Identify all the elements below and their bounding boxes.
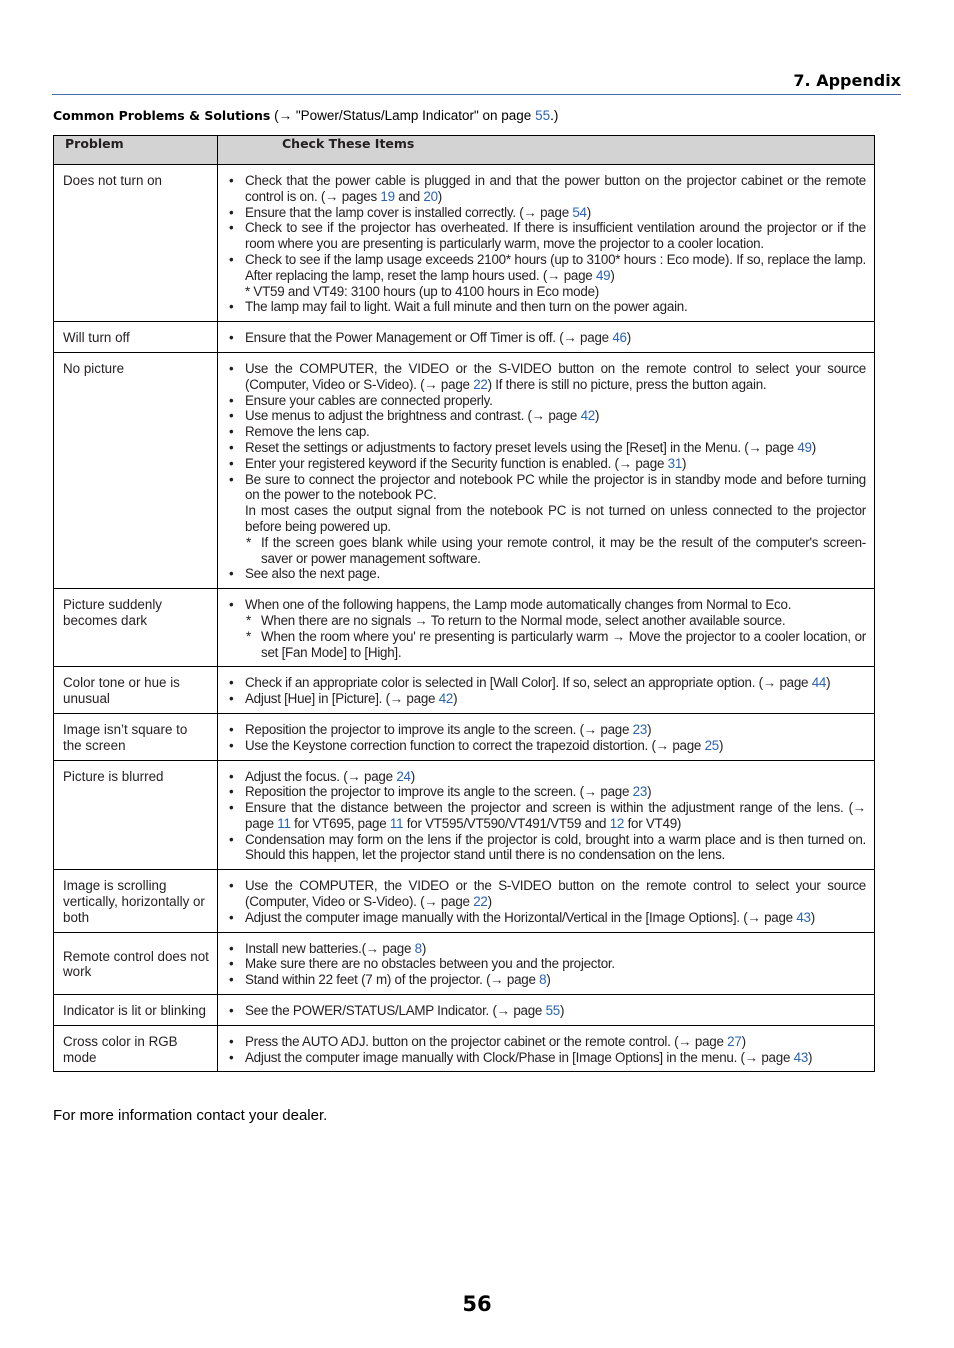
section-heading <box>53 108 558 123</box>
item-text: ) <box>808 1049 813 1065</box>
check-item <box>227 361 866 393</box>
check-items-cell <box>218 932 875 994</box>
check-items-cell <box>218 352 875 588</box>
item-text: Be sure to connect the projector and notebook PC while the projector is in standby mode and before turning on the power to the notebook PC. <box>245 471 866 503</box>
item-text: * VT59 and VT49: 3100 hours (up to 4100 hours in Eco mode) <box>245 283 599 299</box>
item-text: Condensation may form on the lens if the projector is cold, brought into a warm place and is then turned on. Should this happen, let the projector stand until there is no condensation on the lens. <box>245 831 866 863</box>
item-text: Ensure that the distance between the projector and screen is within the adjustment range of the lens. (→ page <box>245 800 866 831</box>
page-link[interactable]: 46 <box>612 330 627 346</box>
check-items-list <box>227 597 866 660</box>
check-items-list <box>227 361 866 582</box>
check-item <box>227 299 866 315</box>
check-item <box>227 173 866 205</box>
column-header-check-items: Check These Items <box>218 136 875 165</box>
item-text: If the screen goes blank while using your remote control, it may be the result of the computer's screen-saver or power management software. <box>261 534 866 566</box>
problem-cell: Image is scrolling vertically, horizontally or both <box>54 870 218 932</box>
item-text: Ensure that the lamp cover is installed correctly. (→ page <box>245 204 573 220</box>
check-item <box>227 675 866 691</box>
page-link[interactable]: 27 <box>727 1033 742 1049</box>
page-link[interactable]: 49 <box>797 439 812 455</box>
item-text: Check if an appropriate color is selected in [Wall Color]. If so, select an appropriate option. (→ page <box>245 675 812 691</box>
item-text: Install new batteries.(→ page <box>245 940 415 956</box>
item-text: In most cases the output signal from the notebook PC is not turned on unless connected to the projector before being powered up. <box>245 503 866 534</box>
item-text: ) <box>487 894 492 910</box>
check-items-cell <box>218 870 875 932</box>
item-text: Reposition the projector to improve its angle to the screen. (→ page <box>245 784 633 800</box>
item-text: See the POWER/STATUS/LAMP Indicator. (→ page <box>245 1003 546 1019</box>
item-text: Use the COMPUTER, the VIDEO or the S-VIDEO button on the remote control to select your source (Computer, Video or S-Video). (→ page <box>245 360 866 392</box>
item-text: Check that the power cable is plugged in and that the power button on the projector cabinet or the remote control is on. (→ pages <box>245 173 866 204</box>
table-row <box>54 932 875 994</box>
page-link[interactable]: 42 <box>438 691 454 707</box>
check-item <box>227 878 866 910</box>
item-text: ) <box>810 909 815 925</box>
footnote-asterisk: * <box>246 612 251 628</box>
table-row <box>54 589 875 667</box>
page-number: 56 <box>462 1292 492 1316</box>
check-item <box>227 408 866 424</box>
check-item <box>227 613 866 629</box>
check-items-cell <box>218 322 875 353</box>
item-text: ) <box>410 768 415 784</box>
check-items-list <box>227 1034 866 1066</box>
page-link[interactable]: 22 <box>473 894 488 910</box>
item-text: Use the COMPUTER, the VIDEO or the S-VIDEO button on the remote control to select your source (Computer, Video or S-Video). (→ page <box>245 878 866 910</box>
table-row <box>54 667 875 714</box>
item-text: ) <box>647 721 652 737</box>
item-text: ) <box>421 940 427 956</box>
check-item <box>227 566 866 582</box>
check-item <box>227 205 866 221</box>
item-text: ) <box>610 267 615 283</box>
item-text: Ensure your cables are connected properly. <box>245 392 493 408</box>
check-items-list <box>227 173 866 315</box>
item-text: Use the Keystone correction function to correct the trapezoid distortion. (→ page <box>245 737 705 753</box>
item-text: Enter your registered keyword if the Security function is enabled. (→ page <box>245 455 668 471</box>
table-row <box>54 760 875 870</box>
check-items-cell <box>218 995 875 1026</box>
page-link[interactable]: 8 <box>539 972 547 988</box>
page-link[interactable]: 11 <box>277 815 291 831</box>
item-text: When the room where you' re presenting is particularly warm → Move the projector to a cooler location, or set [Fan Mode] to [High]. <box>261 628 866 660</box>
item-text: ) <box>811 439 816 455</box>
check-items-list <box>227 722 866 754</box>
check-item <box>227 535 866 567</box>
page-link[interactable]: 19 <box>380 188 395 204</box>
check-items-cell <box>218 760 875 870</box>
check-item <box>227 440 866 456</box>
table-row <box>54 995 875 1026</box>
page-link[interactable]: 54 <box>572 204 587 220</box>
problem-cell: Color tone or hue is unusual <box>54 667 218 714</box>
column-header-problem: Problem <box>54 136 218 165</box>
item-text: ) <box>586 204 591 220</box>
section-ref-suffix: .) <box>550 108 559 123</box>
check-item <box>227 1050 866 1066</box>
table-row <box>54 322 875 353</box>
item-text: ) <box>437 188 442 204</box>
item-text: ) <box>453 691 458 707</box>
problem-cell: Indicator is lit or blinking <box>54 995 218 1026</box>
item-text: for VT595/VT590/VT491/VT59 and <box>403 815 610 831</box>
check-items-list <box>227 878 866 925</box>
check-items-cell <box>218 713 875 760</box>
table-body <box>54 165 875 1072</box>
check-item <box>227 910 866 926</box>
page-link[interactable]: 23 <box>632 721 648 737</box>
item-text: Reset the settings or adjustments to factory preset levels using the [Reset] in the Menu. (→ page <box>245 439 798 455</box>
check-item <box>227 220 866 252</box>
page-link[interactable]: 42 <box>580 408 595 424</box>
check-item <box>227 252 866 284</box>
item-text: Press the AUTO ADJ. button on the projector cabinet or the remote control. (→ page <box>245 1033 728 1049</box>
item-text: See also the next page. <box>245 566 380 582</box>
check-item <box>227 784 866 800</box>
problem-cell: Will turn off <box>54 322 218 353</box>
check-item <box>227 472 866 504</box>
problem-cell: Remote control does not work <box>54 932 218 994</box>
page-link[interactable]: 49 <box>595 267 611 283</box>
check-item <box>227 1034 866 1050</box>
problem-cell: No picture <box>54 352 218 588</box>
item-text: When there are no signals → To return to the Normal mode, select another available source. <box>261 612 786 628</box>
check-item <box>227 1003 866 1019</box>
item-text: ) <box>719 737 724 753</box>
item-text: ) <box>546 972 551 988</box>
table-row <box>54 352 875 588</box>
page-link[interactable]: 20 <box>423 188 438 204</box>
check-item <box>227 330 866 346</box>
page-link[interactable]: 12 <box>609 815 625 831</box>
check-item <box>227 393 866 409</box>
item-text: and <box>394 188 424 204</box>
problem-cell: Picture suddenly becomes dark <box>54 589 218 667</box>
item-text: Ensure that the Power Management or Off Timer is off. (→ page <box>245 330 613 346</box>
table-header-row <box>54 136 875 165</box>
item-text: Adjust the focus. (→ page <box>245 768 397 784</box>
header-divider <box>52 94 901 95</box>
page-link[interactable]: 8 <box>414 940 422 956</box>
page-link[interactable]: 22 <box>473 376 488 392</box>
footer-note: For more information contact your dealer. <box>53 1107 328 1124</box>
check-items-list <box>227 769 866 864</box>
item-text: ) <box>647 784 652 800</box>
problem-cell: Image isn’t square to the screen <box>54 713 218 760</box>
check-item <box>227 597 866 613</box>
check-item <box>227 800 866 832</box>
item-text: Remove the lens cap. <box>245 424 370 440</box>
check-item <box>227 941 866 957</box>
page-link[interactable]: 43 <box>793 1049 809 1065</box>
item-text: Adjust [Hue] in [Picture]. (→ page <box>245 691 439 707</box>
table-row <box>54 1025 875 1072</box>
item-text: for VT49) <box>624 815 682 831</box>
check-items-list <box>227 1003 866 1019</box>
page-link[interactable]: 25 <box>704 737 719 753</box>
check-items-cell <box>218 667 875 714</box>
item-text: ) <box>741 1033 746 1049</box>
check-items-cell <box>218 1025 875 1072</box>
page-link[interactable]: 44 <box>811 675 827 691</box>
table-row <box>54 165 875 322</box>
item-text: Use menus to adjust the brightness and contrast. (→ page <box>245 408 581 424</box>
section-ref-page-link[interactable]: 55 <box>535 108 551 123</box>
item-text: Adjust the computer image manually with the Horizontal/Vertical in the [Image Options]. (→ page <box>245 909 797 925</box>
check-item <box>227 738 866 754</box>
check-items-cell <box>218 165 875 322</box>
check-item <box>227 284 866 300</box>
item-text: The lamp may fail to light. Wait a full minute and then turn on the power again. <box>245 299 688 315</box>
item-text: Reposition the projector to improve its angle to the screen. (→ page <box>245 721 633 737</box>
item-text: Adjust the computer image manually with Clock/Phase in [Image Options] in the menu. (→ page <box>245 1049 794 1065</box>
footnote-asterisk: * <box>246 628 251 644</box>
table-row <box>54 870 875 932</box>
problem-cell: Cross color in RGB mode <box>54 1025 218 1072</box>
chapter-title: 7. Appendix <box>793 71 901 90</box>
page-link[interactable]: 55 <box>545 1003 560 1019</box>
check-item <box>227 503 866 535</box>
section-ref-prefix: (→ "Power/Status/Lamp Indicator" on page <box>274 108 536 123</box>
item-text: ) <box>626 330 631 346</box>
footnote-asterisk: * <box>246 534 251 550</box>
item-text: ) <box>682 455 687 471</box>
item-text: Stand within 22 feet (7 m) of the projector. (→ page <box>245 972 540 988</box>
item-text: Make sure there are no obstacles between you and the projector. <box>245 956 615 972</box>
item-text: ) <box>595 408 600 424</box>
check-items-list <box>227 675 866 707</box>
check-item <box>227 456 866 472</box>
check-item <box>227 424 866 440</box>
item-text: for VT695, page <box>290 815 390 831</box>
check-item <box>227 722 866 738</box>
check-items-list <box>227 330 866 346</box>
check-item <box>227 832 866 864</box>
check-item <box>227 629 866 661</box>
item-text: ) If there is still no picture, press the button again. <box>487 376 767 392</box>
item-text: When one of the following happens, the Lamp mode automatically changes from Normal to Eco. <box>245 597 792 613</box>
problems-table <box>53 135 875 1072</box>
table-row <box>54 713 875 760</box>
page-link[interactable]: 23 <box>632 784 648 800</box>
problem-cell: Picture is blurred <box>54 760 218 870</box>
section-title: Common Problems & Solutions <box>53 108 271 123</box>
item-text: ) <box>559 1003 565 1019</box>
item-text: Check to see if the projector has overheated. If there is insufficient ventilation around the projector or if the room where you are presenting is particularly warm, move the projector to a cooler location. <box>245 220 866 252</box>
problem-cell: Does not turn on <box>54 165 218 322</box>
page-link[interactable]: 31 <box>667 455 683 471</box>
page-link[interactable]: 43 <box>796 909 811 925</box>
check-item <box>227 956 866 972</box>
page-link[interactable]: 24 <box>396 768 411 784</box>
item-text: Check to see if the lamp usage exceeds 2100* hours (up to 3100* hours : Eco mode). If so, replace the lamp. After replacing the lamp, reset the lamp hours used. (→ page <box>245 251 866 283</box>
check-items-list <box>227 941 866 988</box>
check-items-cell <box>218 589 875 667</box>
check-item <box>227 972 866 988</box>
page-link[interactable]: 11 <box>389 815 404 831</box>
check-item <box>227 691 866 707</box>
check-item <box>227 769 866 785</box>
item-text: ) <box>826 675 831 691</box>
